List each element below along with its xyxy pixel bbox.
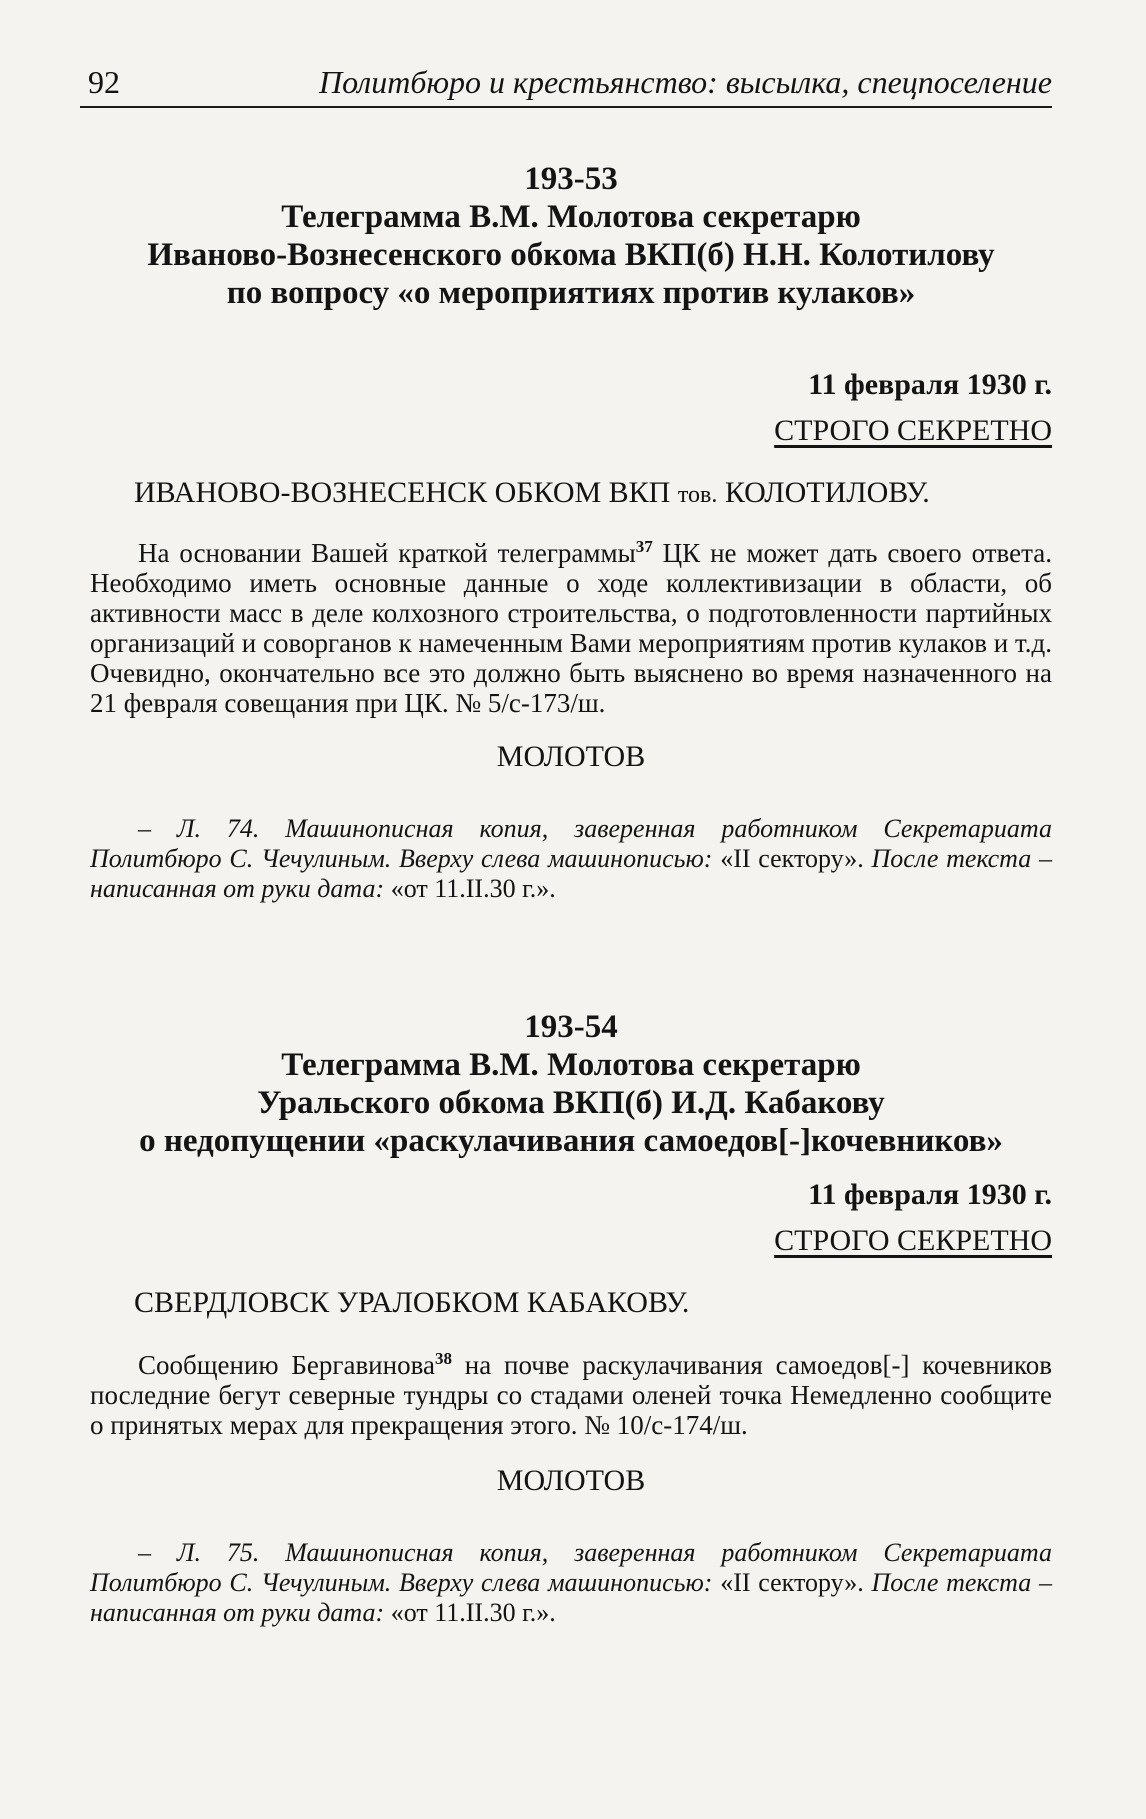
archival-text: После текста – написанная от руки дата: bbox=[90, 844, 1052, 903]
body-text-end: на почве раскулачивания самоедов[-] кочевников последние бегут северные тундры со стадами оленей точка Немедленно сообщите о принятых мерах для прекращения этого. № 10/с-174/ш. bbox=[90, 1350, 1052, 1440]
signature: МОЛОТОВ bbox=[496, 1464, 646, 1497]
classification-stamp bbox=[90, 414, 1052, 448]
doc-title-line: Телеграмма В.М. Молотова секретарю bbox=[281, 1047, 861, 1083]
footnote-ref: 38 bbox=[434, 1349, 452, 1368]
doc-title-line: Уральского обкома ВКП(б) И.Д. Кабакову bbox=[257, 1085, 885, 1121]
doc-date: 11 февраля 1930 г. bbox=[808, 368, 1052, 401]
addressee-main: ИВАНОВО-ВОЗНЕСЕНСК ОБКОМ ВКП bbox=[134, 476, 671, 509]
archival-note bbox=[90, 1538, 1052, 1628]
archival-quote: «от 11.II.30 г.». bbox=[390, 874, 556, 903]
document-193-53 bbox=[90, 160, 1052, 904]
doc-number: 193-54 bbox=[524, 1009, 618, 1045]
addressee-main: СВЕРДЛОВСК УРАЛОБКОМ КАБАКОВУ. bbox=[134, 1286, 690, 1319]
telegram-body bbox=[90, 532, 1052, 718]
archival-text: – Л. 74. Машинописная копия, заверенная работником Секретариата Политбюро С. Чечулиным. Вверху слева машинописью: bbox=[90, 814, 1052, 873]
footnote-ref: 37 bbox=[635, 537, 653, 556]
classification-stamp bbox=[90, 1224, 1052, 1258]
signature: МОЛОТОВ bbox=[496, 740, 646, 773]
running-title: Политбюро и крестьянство: высылка, спецпоселение bbox=[318, 64, 1052, 100]
body-text-start: На основании Вашей краткой телеграммы bbox=[138, 538, 636, 568]
document-193-54 bbox=[90, 1008, 1052, 1628]
doc-number: 193-53 bbox=[524, 161, 618, 197]
body-text-start: Сообщению Бергавинова bbox=[138, 1350, 435, 1380]
doc-title-line: о недопущении «раскулачивания самоедов[-]кочевников» bbox=[139, 1123, 1003, 1159]
body-text-end: ЦК не может дать своего ответа. Необходимо иметь основные данные о ходе коллективизации в области, об активности масс в деле колхозного строительства, о подготовленности партийных организаций и соворганов к намеченным Вами мероприятиям против кулаков и т.д. Очевидно, окончательно все это должно быть выяснено во время назначенного на 21 февраля совещания при ЦК. № 5/с-173/ш. bbox=[90, 538, 1052, 718]
addressee bbox=[90, 1286, 1052, 1320]
classification-text: СТРОГО СЕКРЕТНО bbox=[774, 414, 1052, 447]
addressee bbox=[90, 476, 1052, 510]
archival-note bbox=[90, 814, 1052, 904]
page-number: 92 bbox=[88, 64, 120, 100]
doc-title-line: Иваново-Вознесенского обкома ВКП(б) Н.Н. Колотилову bbox=[147, 237, 995, 273]
classification-text: СТРОГО СЕКРЕТНО bbox=[774, 1224, 1052, 1257]
telegram-body bbox=[90, 1344, 1052, 1440]
running-head bbox=[80, 64, 1052, 108]
addressee-name: КОЛОТИЛОВУ. bbox=[724, 476, 930, 509]
doc-date: 11 февраля 1930 г. bbox=[808, 1178, 1052, 1211]
archival-quote: «от 11.II.30 г.». bbox=[390, 1598, 556, 1627]
archival-text: – Л. 75. Машинописная копия, заверенная работником Секретариата Политбюро С. Чечулиным. Вверху слева машинописью: bbox=[90, 1538, 1052, 1597]
archival-quote: «II сектору». bbox=[720, 1568, 864, 1597]
archival-quote: «II сектору». bbox=[720, 844, 864, 873]
doc-title-line: по вопросу «о мероприятиях против кулаков» bbox=[226, 275, 916, 311]
addressee-title: тов. bbox=[677, 482, 718, 508]
doc-title-line: Телеграмма В.М. Молотова секретарю bbox=[281, 199, 861, 235]
archival-text: После текста – написанная от руки дата: bbox=[90, 1568, 1052, 1627]
